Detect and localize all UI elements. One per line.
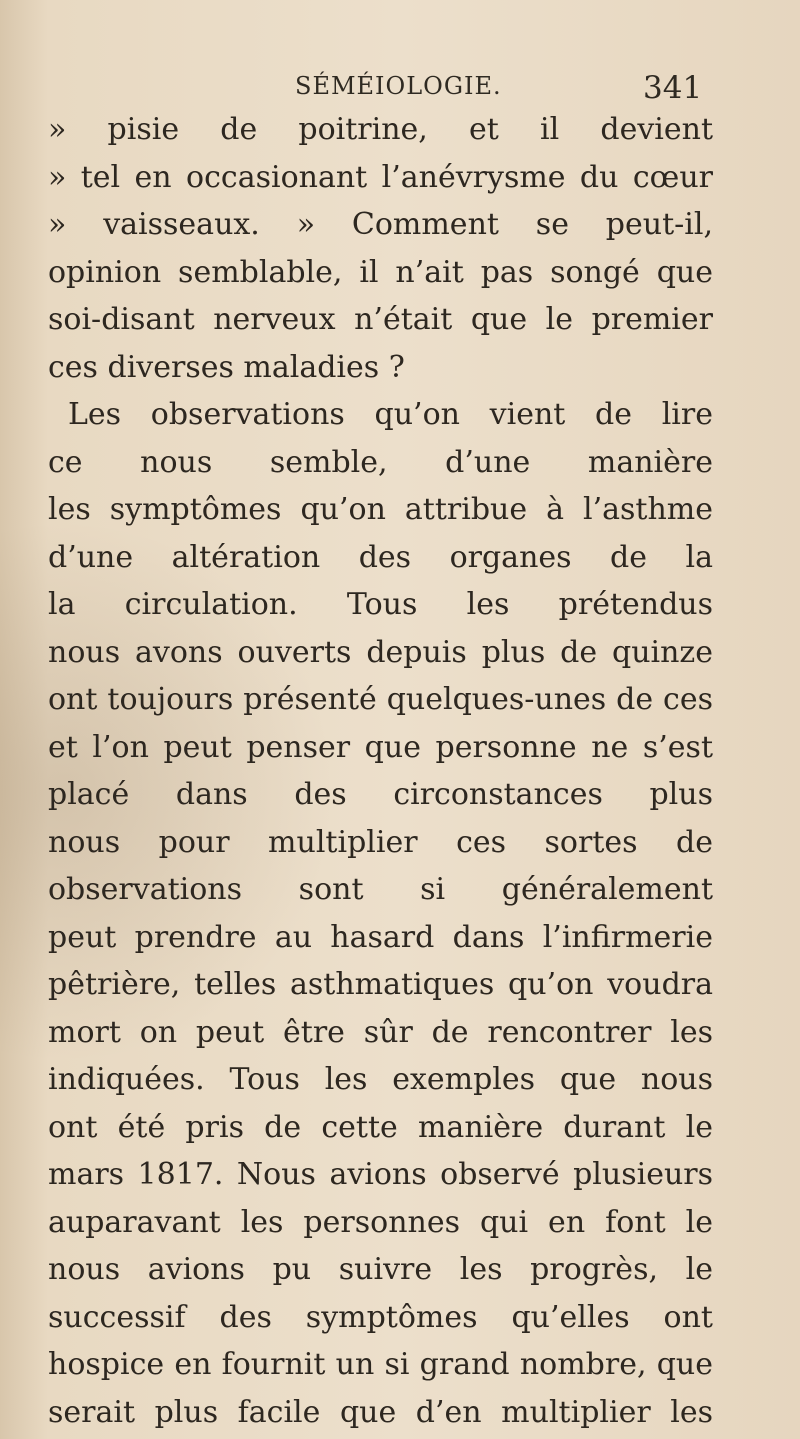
text-line: les symptômes qu’on attribue à l’asthme <box>48 492 713 527</box>
text-line: serait plus facile que d’en multiplier les <box>48 1394 713 1430</box>
text-line: » pisie de poitrine, et il devient <box>48 112 713 147</box>
text-line: ont toujours présenté quelques-unes de ces <box>48 682 713 717</box>
text-line: observations sont si généralement <box>48 872 713 907</box>
text-line: nous avions pu suivre les progrès, le <box>48 1252 713 1287</box>
page-number: 341 <box>643 70 703 106</box>
text-line: hospice en fournit un si grand nombre, que <box>48 1347 713 1382</box>
text-line: ces diverses maladies ? <box>48 349 405 385</box>
body-text <box>48 106 713 1439</box>
text-line: nous avons ouverts depuis plus de quinze <box>48 634 713 670</box>
text-line: placé dans des circonstances plus <box>48 777 713 812</box>
text-line: soi-disant nerveux n’était que le premier <box>48 302 713 337</box>
text-line: opinion semblable, il n’ait pas songé que <box>48 254 713 290</box>
text-line: » vaisseaux. » Comment se peut-il, <box>48 207 713 242</box>
text-line: » tel en occasionant l’anévrysme du cœur <box>48 159 713 195</box>
text-line: indiquées. Tous les exemples que nous <box>48 1062 713 1097</box>
text-line: pêtrière, telles asthmatiques qu’on voudra <box>48 967 713 1002</box>
text-line: mars 1817. Nous avions observé plusieurs <box>48 1157 713 1192</box>
text-line: ont été pris de cette manière durant le <box>48 1109 713 1145</box>
text-line: peut prendre au hasard dans l’infirmerie <box>48 919 713 955</box>
text-line: d’une altération des organes de la <box>48 539 713 575</box>
text-line: Les observations qu’on vient de lire <box>68 397 713 432</box>
text-line: successif des symptômes qu’elles ont <box>48 1299 713 1335</box>
text-line: mort on peut être sûr de rencontrer les <box>48 1014 713 1050</box>
text-line: nous pour multiplier ces sortes de <box>48 824 713 860</box>
text-line: et l’on peut penser que personne ne s’est <box>48 729 713 765</box>
text-line: ce nous semble, d’une manière <box>48 444 713 480</box>
text-line: la circulation. Tous les prétendus <box>48 587 713 622</box>
running-head: SÉMÉIOLOGIE. <box>295 72 502 100</box>
text-line: auparavant les personnes qui en font le <box>48 1204 713 1240</box>
